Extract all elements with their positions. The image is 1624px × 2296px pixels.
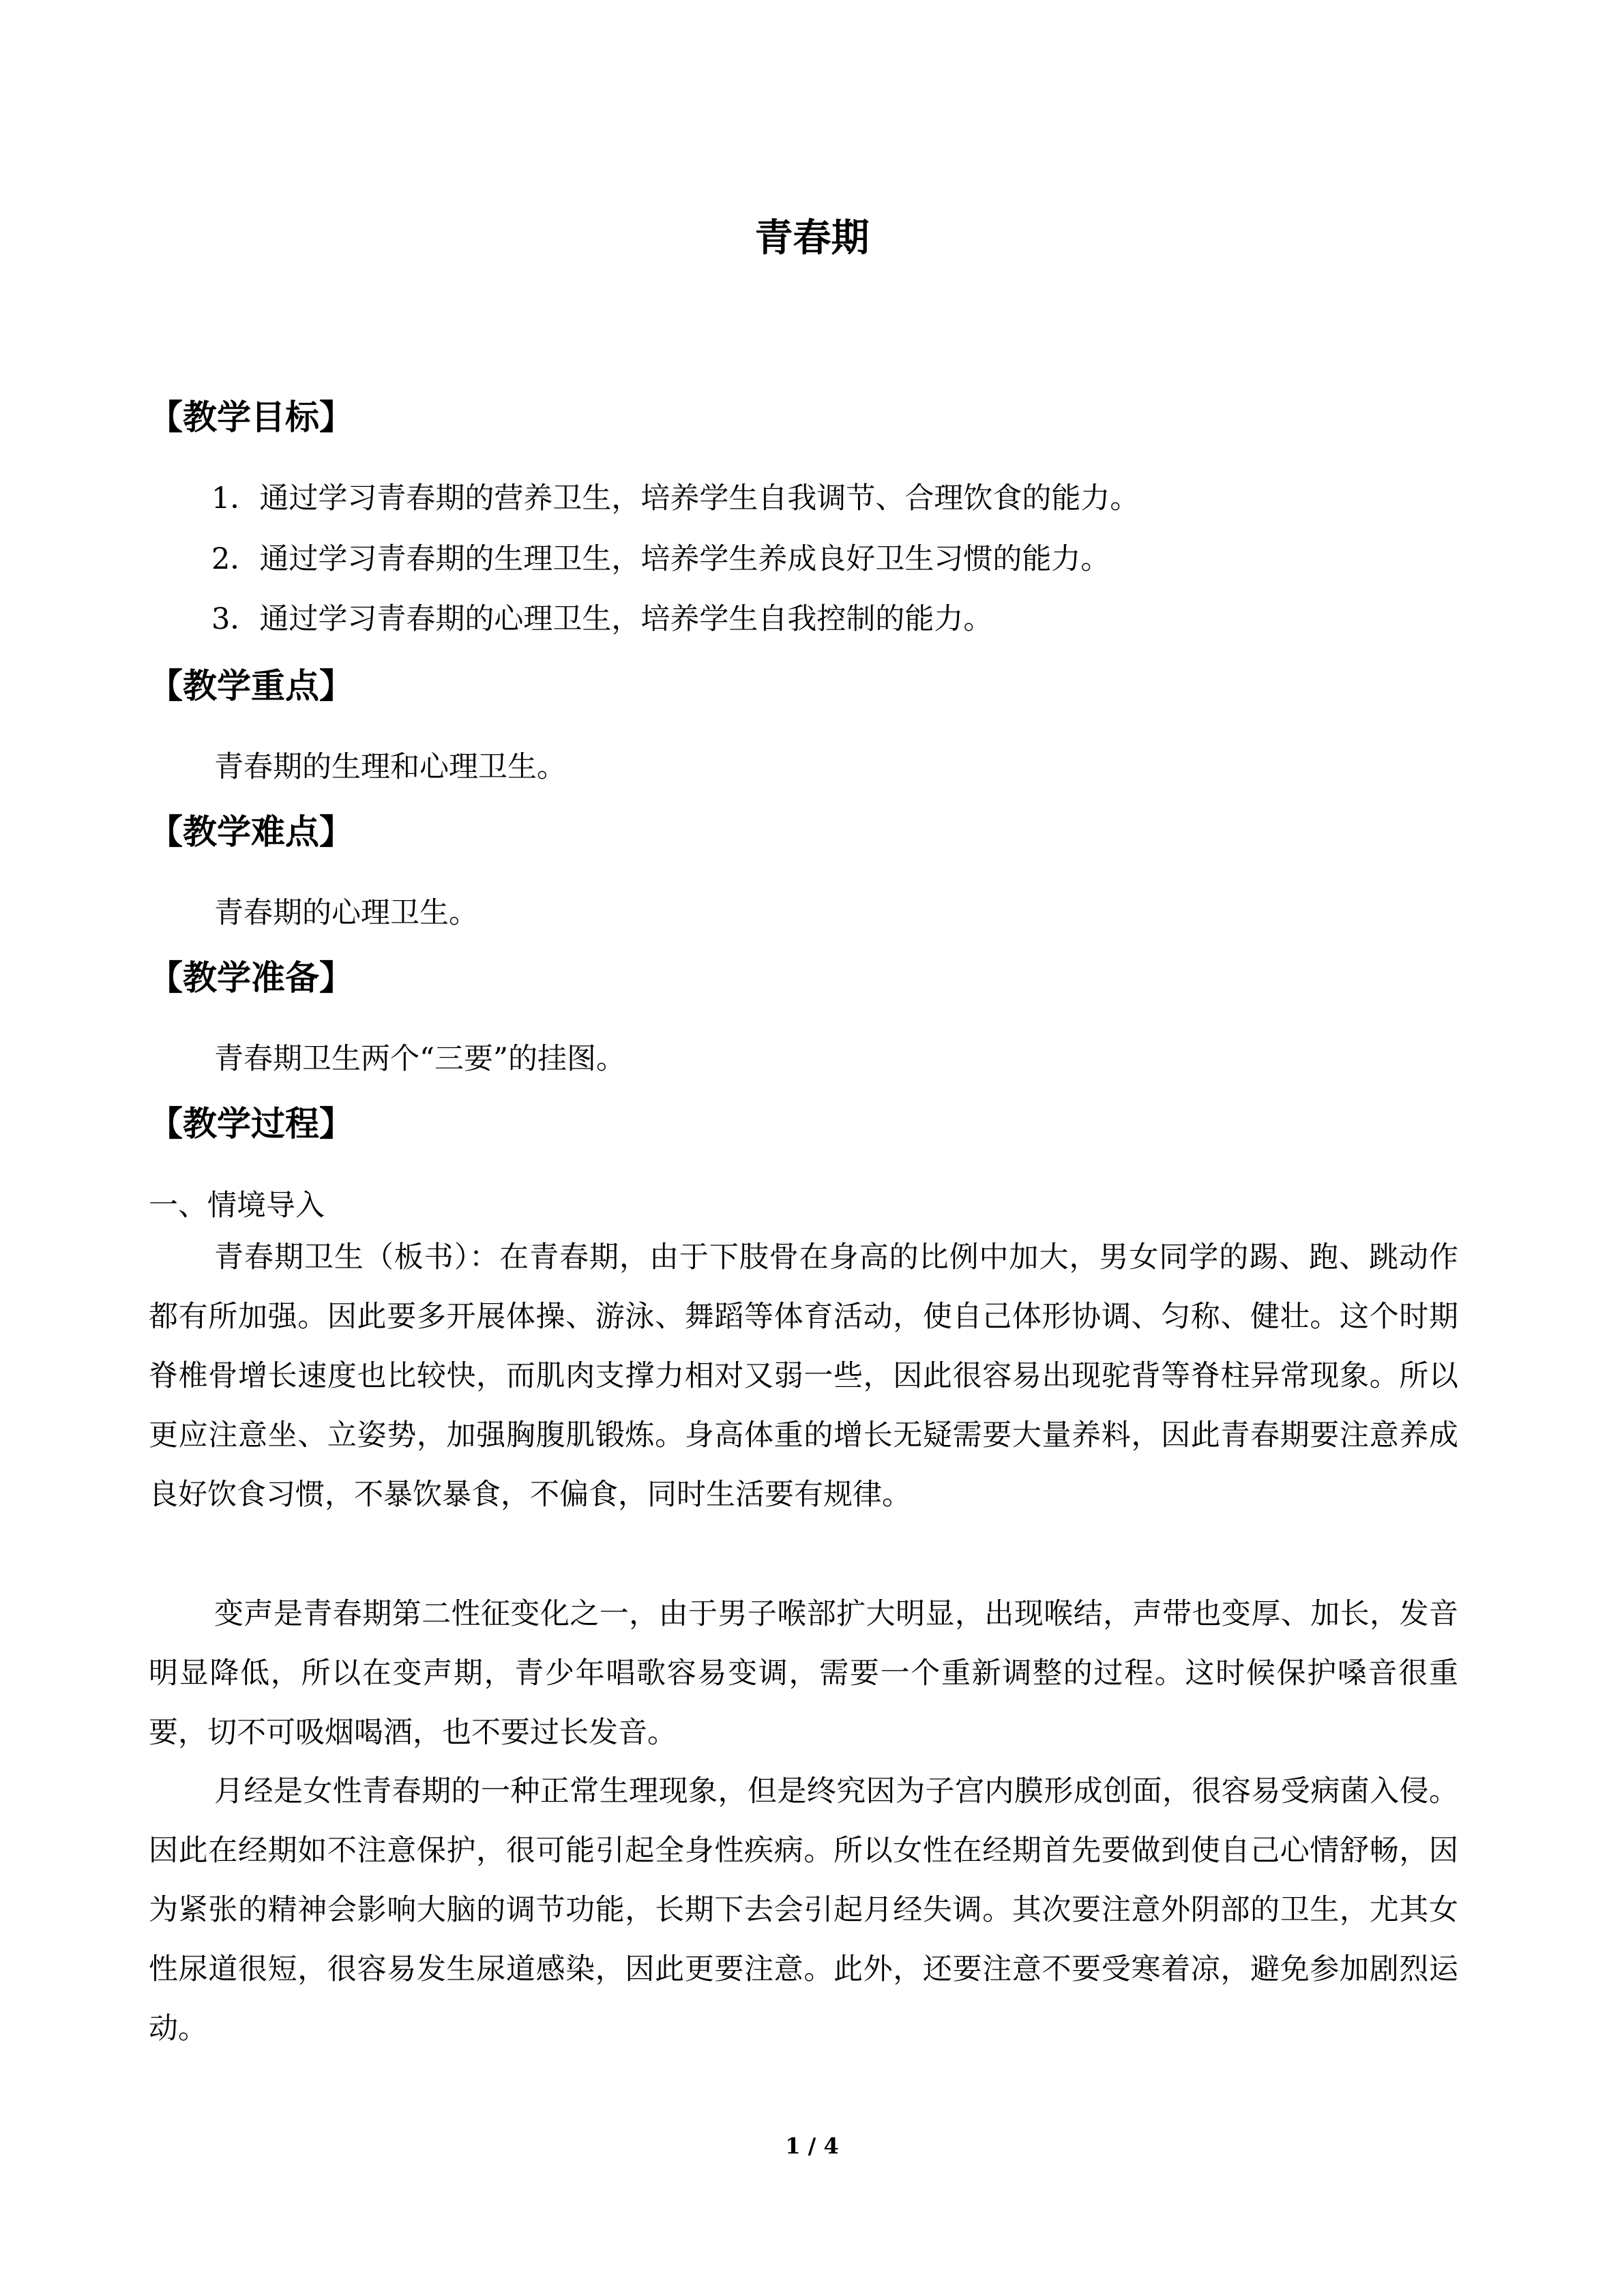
key-points-text: 青春期的生理和心理卫生。: [214, 750, 566, 784]
process-paragraph-2: 变声是青春期第二性征变化之一，由于男子喉部扩大明显，出现喉结，声带也变厚、加长，发音明显降低，所以在变声期，青少年唱歌容易变调，需要一个重新调整的过程。这时候保护嗓音很重要，切不可吸烟喝酒，也不要过长发音。: [149, 1597, 1458, 1750]
section-heading-key-points: 【教学重点】: [149, 666, 353, 706]
section-heading-preparation: 【教学准备】: [149, 957, 353, 998]
objective-item-2: 2．通过学习青春期的生理卫生，培养学生养成良好卫生习惯的能力。: [211, 542, 1110, 576]
process-paragraph-1: 青春期卫生（板书）：在青春期，由于下肢骨在身高的比例中加大，男女同学的踢、跑、跳动作都有所加强。因此要多开展体操、游泳、舞蹈等体育活动，使自己体形协调、匀称、健壮。这个时期脊椎骨增长速度也比较快，而肌肉支撑力相对又弱一些，因此很容易出现驼背等脊柱异常现象。所以更应注意坐、立姿势，加强胸腹肌锻炼。身高体重的增长无疑需要大量养料，因此青春期要注意养成良好饮食习惯，不暴饮暴食，不偏食，同时生活要有规律。: [149, 1240, 1458, 1512]
objective-item-3: 3．通过学习青春期的心理卫生，培养学生自我控制的能力。: [211, 602, 993, 636]
objective-item-1: 1．通过学习青春期的营养卫生，培养学生自我调节、合理饮食的能力。: [211, 481, 1140, 516]
process-paragraph-3: 月经是女性青春期的一种正常生理现象，但是终究因为子宫内膜形成创面，很容易受病菌入侵。因此在经期如不注意保护，很可能引起全身性疾病。所以女性在经期首先要做到使自己心情舒畅，因为紧张的精神会影响大脑的调节功能，长期下去会引起月经失调。其次要注意外阴部的卫生，尤其女性尿道很短，很容易发生尿道感染，因此更要注意。此外，还要注意不要受寒着凉，避免参加剧烈运动。: [149, 1774, 1458, 2046]
document-title: 青春期: [754, 215, 870, 260]
page-number: 1 / 4: [785, 2133, 839, 2159]
difficulties-text: 青春期的心理卫生。: [214, 896, 478, 930]
section-heading-objectives: 【教学目标】: [149, 397, 353, 437]
section-heading-difficulties: 【教学难点】: [149, 811, 353, 852]
section-heading-process: 【教学过程】: [149, 1103, 353, 1144]
process-subheading: 一、情境导入: [149, 1189, 325, 1223]
preparation-text: 青春期卫生两个“三要”的挂图。: [214, 1042, 625, 1076]
